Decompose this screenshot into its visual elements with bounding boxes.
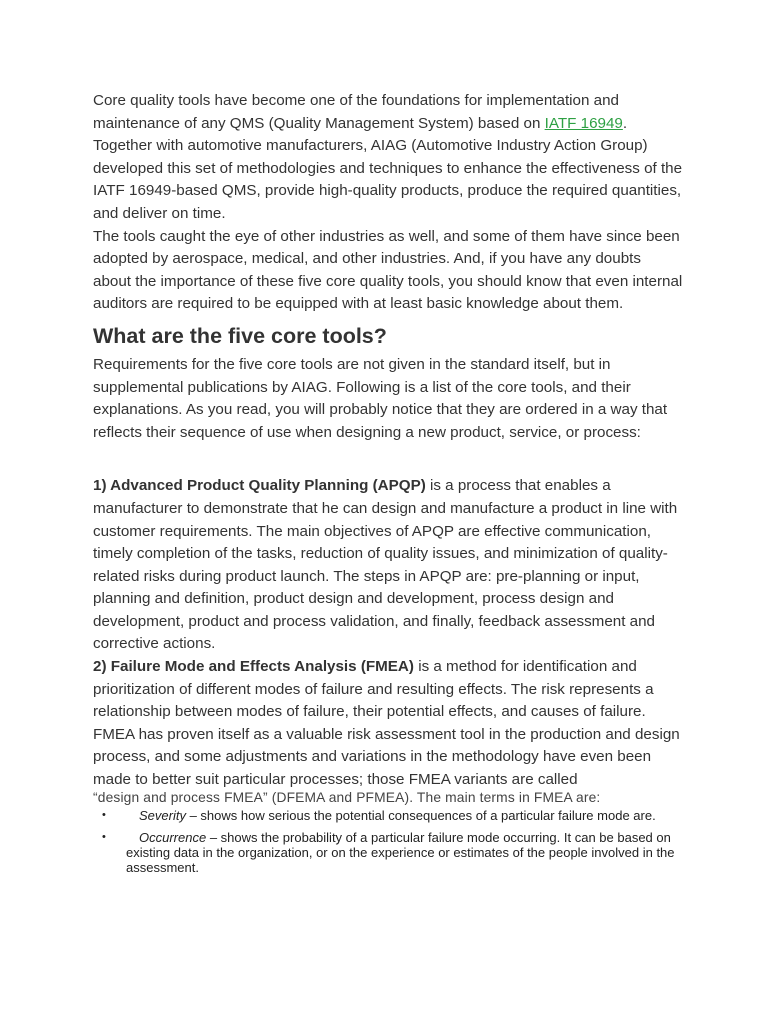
intro-paragraph-1 — [93, 90, 683, 226]
bullet-icon: • — [102, 830, 106, 843]
iatf-16949-link[interactable]: IATF 16949 — [544, 114, 623, 132]
term-name-severity: Severity — [139, 807, 186, 823]
fmea-terms-list — [93, 808, 683, 876]
section-paragraph: Requirements for the five core tools are not given in the standard itself, but in supplemental publications by AIAG. Following is a list of the core tools, and their explanations. As you read, you will probably notice that they are ordered in a way that reflects their sequence of use when designing a new product, service, or process: — [93, 355, 668, 441]
apqp-text: is a process that enables a manufacturer to demonstrate that he can design and manufacture a product in line with customer requirements. The main objectives of APQP are effective communication, timely completion of the tasks, reduction of quality issues, and minimization of quality-related risks during product launch. The steps in APQP are: pre-planning or input, planning and definition, product design and development, process design and development, product and process validation, and finally, feedback assessment and corrective actions. — [93, 477, 678, 653]
term-text-occurrence: – shows the probability of a particular failure mode occurring. It can be based on existing data in the organization, or on the experience or estimates of the people involved in the assessment. — [126, 829, 675, 876]
term-text-severity: – shows how serious the potential consequences of a particular failure mode are. — [185, 807, 656, 823]
section-heading: What are the five core tools? — [93, 323, 387, 348]
list-item-severity — [93, 808, 683, 823]
fmea-tail-line: “design and process FMEA” (DFEMA and PFMEA). The main terms in FMEA are: — [93, 789, 601, 805]
fmea-text: is a method for identification and prioritization of different modes of failure and resulting effects. The risk represents a relationship between modes of failure, their potential effects, and causes of failure. FMEA has proven itself as a valuable risk assessment tool in the production and design process, and some adjustments and variations in the methodology have even been made to better suit particular processes; those FMEA variants are called — [93, 658, 680, 789]
intro-text-before-link: Core quality tools have become one of the foundations for implementation and maintenance of any QMS (Quality Management System) based on — [93, 92, 619, 132]
intro-paragraph-2: The tools caught the eye of other industries as well, and some of them have since been adopted by aerospace, medical, and other industries. And, if you have any doubts about the importance of these five core quality tools, you should know that even internal auditors are required to be equipped with at least basic knowledge about them. — [93, 227, 683, 313]
term-name-occurrence: Occurrence — [139, 829, 207, 845]
apqp-title: 1) Advanced Product Quality Planning (APQP) — [93, 477, 426, 495]
intro-text-after-link: . Together with automotive manufacturers, AIAG (Automotive Industry Action Group) developed this set of methodologies and techniques to enhance the effectiveness of the IATF 16949-based QMS, provide high-quality products, produce the required quantities, and deliver on time. — [93, 114, 683, 222]
list-item-occurrence — [93, 830, 683, 876]
fmea-paragraph — [93, 656, 683, 792]
document-page — [93, 90, 683, 882]
bullet-icon: • — [102, 808, 106, 821]
fmea-title: 2) Failure Mode and Effects Analysis (FMEA) — [93, 658, 414, 676]
apqp-paragraph — [93, 475, 683, 656]
paragraph-spacer — [93, 444, 683, 475]
